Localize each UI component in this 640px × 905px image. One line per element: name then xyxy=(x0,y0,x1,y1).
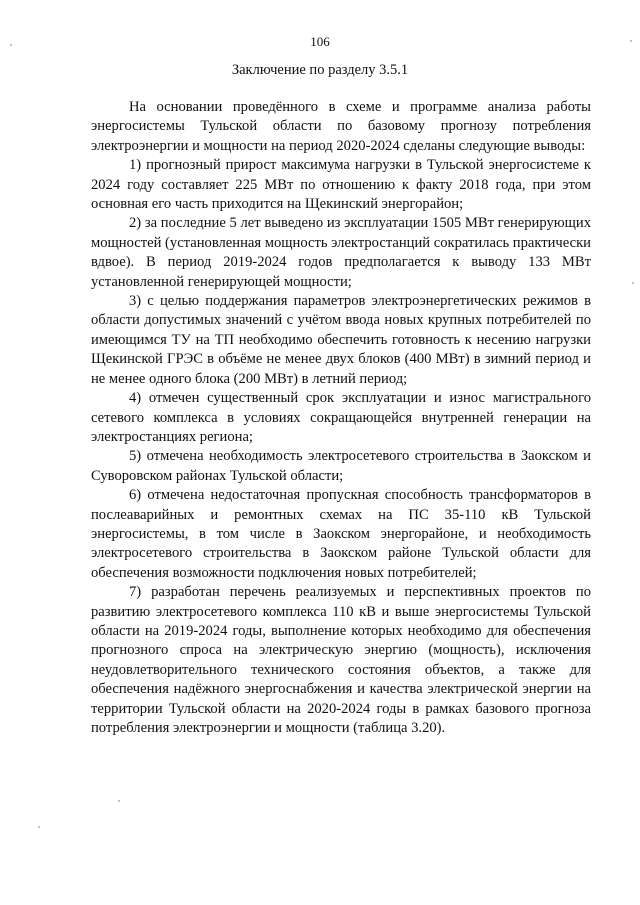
conclusion-item-7: 7) разработан перечень реализуемых и перспективных проектов по развитию электросетевого комплекса 110 кВ и выше энергосистемы Тульской области на 2019-2024 годы, выполнение которых необходимо для обеспечения прогнозного спроса на электрическую энергию (мощность), исключения неудовлетворительного технического состояния объектов, а также для обеспечения надёжного энергоснабжения и качества электрической энергии на территории Тульской области на 2020-2024 годы в рамках базового прогноза потребления электроэнергии и мощности (таблица 3.20). xyxy=(91,584,591,736)
section-title: Заключение по разделу 3.5.1 xyxy=(231,62,409,78)
conclusion-item-6: 6) отмечена недостаточная пропускная способность трансформаторов в послеаварийных и ремонтных схемах на ПС 35-110 кВ Тульской энергосистемы, в том числе в Заокском энергорайоне, и необходимость электросетевого строительства в Заокском районе Тульской области для обеспечения возможности подключения новых потребителей; xyxy=(91,487,591,581)
scan-speck xyxy=(38,826,40,828)
document-body xyxy=(91,98,591,738)
conclusion-item-4: 4) отмечен существенный срок эксплуатации и износ магистрального сетевого комплекса в условиях сокращающейся внутренней генерации на электростанциях региона; xyxy=(91,390,591,445)
conclusion-item-2: 2) за последние 5 лет выведено из эксплуатации 1505 МВт генерирующих мощностей (установленная мощность электростанций сократилась практически вдвое). В период 2019-2024 годов предполагается к выводу 133 МВт установленной генерирующей мощности; xyxy=(91,215,591,290)
scan-speck xyxy=(10,44,12,46)
conclusion-item-1: 1) прогнозный прирост максимума нагрузки в Тульской энергосистеме к 2024 году составляет 225 МВт по отношению к факту 2018 года, при этом основная его часть приходится на Щекинский энергорайон; xyxy=(91,157,591,213)
scan-speck xyxy=(632,282,634,284)
intro-paragraph: На основании проведённого в схеме и программе анализа работы энергосистемы Тульской области по базовому прогнозу потребления электроэнергии и мощности на период 2020-2024 сделаны следующие выводы: xyxy=(91,99,591,154)
scan-speck xyxy=(630,40,632,42)
conclusion-item-3: 3) с целью поддержания параметров электроэнергетических режимов в области допустимых значений с учётом ввода новых крупных потребителей по имеющимся ТУ на ТП необходимо обеспечить готовность к несению нагрузки Щекинской ГРЭС в объёме не менее двух блоков (400 МВт) в зимний период и не менее одного блока (200 МВт) в летний период; xyxy=(91,293,591,387)
page-number: 106 xyxy=(310,34,330,49)
conclusion-item-5: 5) отмечена необходимость электросетевого строительства в Заокском и Суворовском районах Тульской области; xyxy=(91,448,591,484)
scan-speck xyxy=(118,800,120,802)
